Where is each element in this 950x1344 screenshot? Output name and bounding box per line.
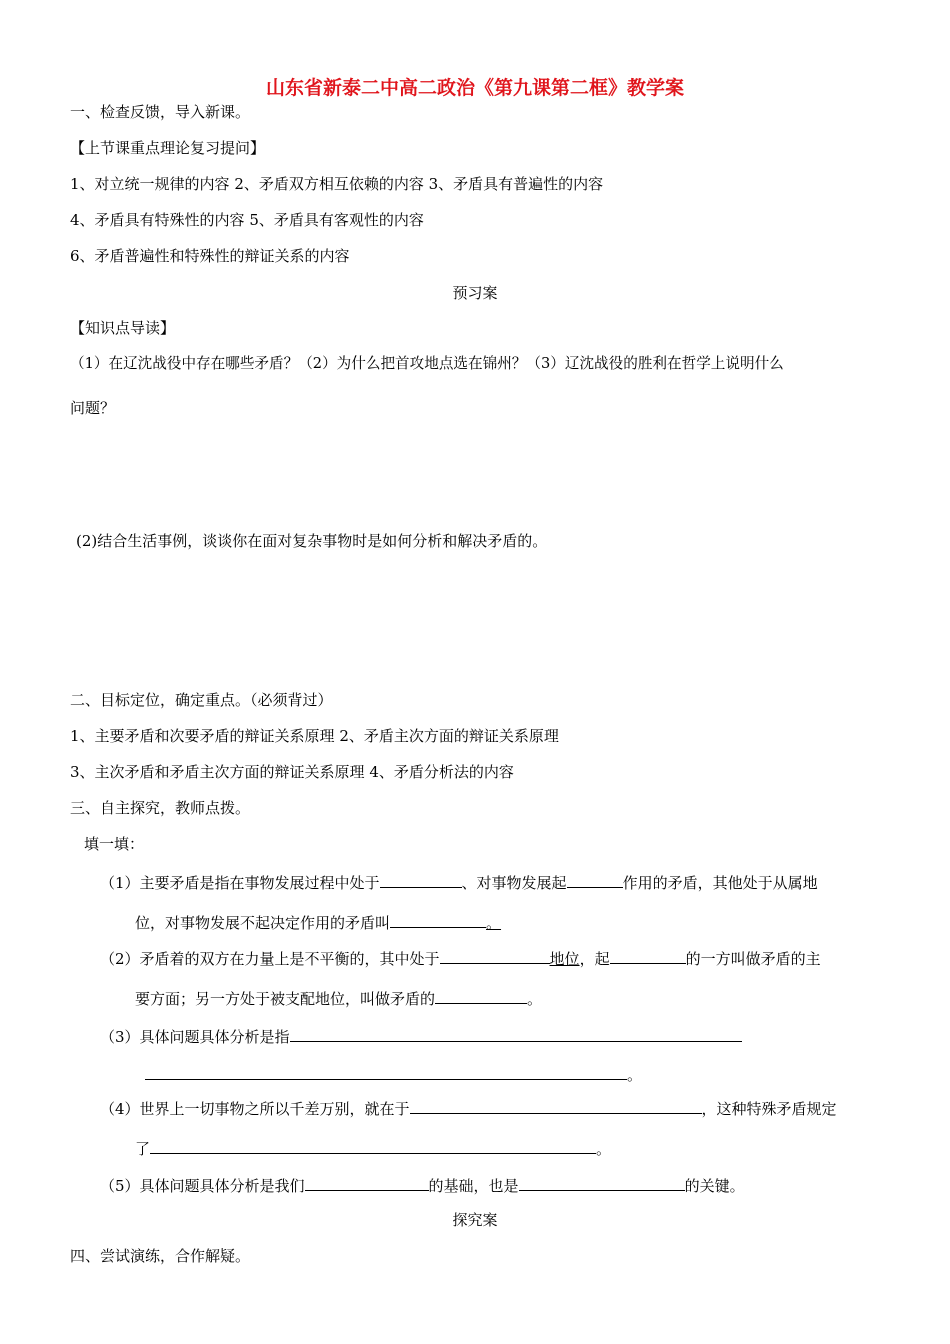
fill-item-3-text-a: （3）具体问题具体分析是指 (100, 1028, 290, 1046)
section4-heading: 四、尝试演练，合作解疑。 (70, 1247, 251, 1265)
fill-item-2-text-c: ，起 (579, 950, 610, 968)
fill-item-4-text-a: （4）世界上一切事物之所以千差万别，就在于 (100, 1100, 410, 1118)
fill-blank[interactable] (440, 947, 550, 964)
fill-item-1-text-a: （1）主要矛盾是指在事物发展过程中处于 (100, 874, 380, 892)
fill-item-1-line1 (100, 871, 818, 893)
review-item-2: 4、矛盾具有特殊性的内容 5、矛盾具有客观性的内容 (70, 211, 424, 229)
fill-item-4-line1 (100, 1097, 837, 1119)
review-item-1: 1、对立统一规律的内容 2、矛盾双方相互依赖的内容 3、矛盾具有普遍性的内容 (70, 175, 604, 193)
fill-blank[interactable] (380, 871, 462, 888)
preview-heading: 预习案 (452, 284, 498, 302)
fill-item-4-text-b: ，这种特殊矛盾规定 (701, 1100, 837, 1118)
fill-label: 填一填： (84, 835, 145, 853)
fill-blank[interactable] (150, 1137, 596, 1154)
preview-question-1: （1）在辽沈战役中存在哪些矛盾？（2）为什么把首攻地点选在锦州？（3）辽沈战役的胜利在哲学上说明什么 (70, 355, 784, 372)
preview-question-2: (2)结合生活事例，谈谈你在面对复杂事物时是如何分析和解决矛盾的。 (76, 532, 548, 550)
fill-item-2-text-b: 地位 (549, 950, 580, 968)
section3-heading: 三、自主探究，教师点拨。 (70, 799, 251, 817)
fill-item-4-line2 (135, 1137, 611, 1159)
fill-blank[interactable] (390, 911, 486, 928)
fill-blank[interactable] (610, 947, 686, 964)
knowledge-label: 【知识点导读】 (70, 319, 176, 337)
explore-heading: 探究案 (452, 1211, 498, 1229)
fill-item-2-line2 (135, 987, 542, 1009)
fill-blank[interactable] (519, 1174, 685, 1191)
fill-item-1-line2 (135, 911, 501, 933)
fill-blank[interactable] (435, 987, 527, 1004)
fill-blank[interactable] (290, 1025, 742, 1042)
fill-blank[interactable] (567, 871, 623, 888)
fill-item-2-text-e: 要方面；另一方处于被支配地位，叫做矛盾的 (135, 990, 436, 1008)
fill-item-5-text-c: 的关键。 (684, 1177, 745, 1195)
fill-item-2-line1 (100, 947, 821, 969)
fill-blank[interactable] (305, 1174, 429, 1191)
fill-item-5-text-b: 的基础，也是 (428, 1177, 519, 1195)
goal-item-1: 1、主要矛盾和次要矛盾的辩证关系原理 2、矛盾主次方面的辩证关系原理 (70, 727, 559, 745)
fill-item-1-text-b: 、对事物发展起 (461, 874, 567, 892)
fill-item-1-text-c: 作用的矛盾，其他处于从属地 (622, 874, 818, 892)
fill-item-1-text-e: 。 (486, 914, 502, 932)
fill-item-3-text-b: 。 (627, 1066, 643, 1084)
fill-blank[interactable] (410, 1097, 702, 1114)
fill-item-5-line1 (100, 1174, 745, 1196)
review-label: 【上节课重点理论复习提问】 (70, 139, 266, 157)
fill-item-4-text-d: 。 (596, 1140, 612, 1158)
document-title: 山东省新泰二中高二政治《第九课第二框》教学案 (265, 77, 684, 99)
fill-item-4-text-c: 了 (135, 1140, 151, 1158)
fill-item-3-line2 (145, 1063, 642, 1085)
review-item-3: 6、矛盾普遍性和特殊性的辩证关系的内容 (70, 247, 350, 265)
fill-item-5-text-a: （5）具体问题具体分析是我们 (100, 1177, 305, 1195)
preview-question-1-cont: 问题？ (70, 399, 116, 417)
fill-item-3-line1 (100, 1025, 742, 1047)
fill-blank[interactable] (145, 1063, 627, 1080)
section1-heading: 一、检查反馈，导入新课。 (70, 103, 251, 121)
section2-heading: 二、目标定位，确定重点。（必须背过） (70, 691, 333, 709)
fill-item-2-text-d: 的一方叫做矛盾的主 (685, 950, 821, 968)
goal-item-2: 3、主次矛盾和矛盾主次方面的辩证关系原理 4、矛盾分析法的内容 (70, 763, 514, 781)
fill-item-2-text-f: 。 (527, 990, 543, 1008)
fill-item-1-text-d: 位，对事物发展不起决定作用的矛盾叫 (135, 914, 391, 932)
fill-item-2-text-a: （2）矛盾着的双方在力量上是不平衡的，其中处于 (100, 950, 440, 968)
